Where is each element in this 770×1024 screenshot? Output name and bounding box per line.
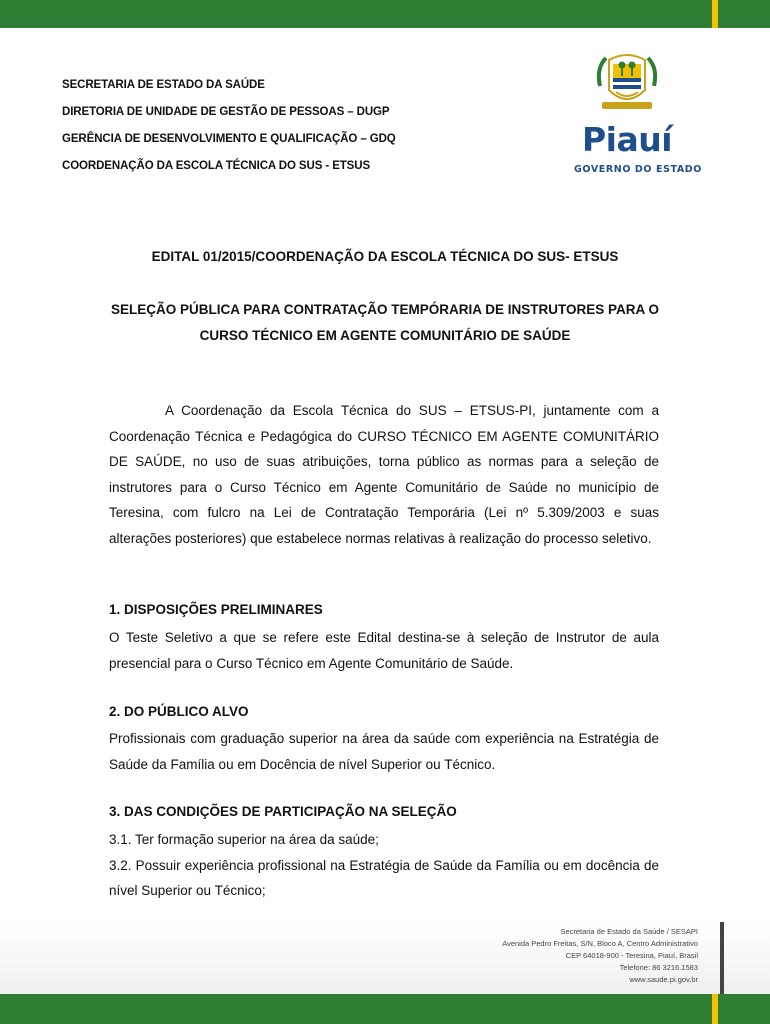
top-green-bar (0, 0, 770, 28)
header-line: DIRETORIA DE UNIDADE DE GESTÃO DE PESSOAS – DUGP (62, 106, 390, 118)
section-body: O Teste Seletivo a que se refere este Edital destina-se à seleção de Instrutor de aula presencial para o Curso Técnico em Agente Comunitário de Saúde. (109, 630, 659, 671)
edital-title: EDITAL 01/2015/COORDENAÇÃO DA ESCOLA TÉCNICA DO SUS- ETSUS (151, 249, 619, 264)
intro-paragraph: A Coordenação da Escola Técnica do SUS – ETSUS-PI, juntamente com a Coordenação Técnica e Pedagógica do CURSO TÉCNICO EM AGENTE COMUNITÁRIO DE SAÚDE, no uso de suas atribuições, torna público as normas para a seleção de instrutores para o Curso Técnico em Agente Comunitário de Saúde no município de Teresina, com fulcro na Lei de Contratação Temporária (Lei nº 5.309/2003 e suas alterações posteriores) que estabelece normas relativas à realização do processo seletivo. (109, 403, 659, 546)
footer-line: CEP 64018-900 - Teresina, Piauí, Brasil (565, 951, 698, 960)
header-line: COORDENAÇÃO DA ESCOLA TÉCNICA DO SUS - ETSUS (62, 160, 371, 172)
section-heading: 3. DAS CONDIÇÕES DE PARTICIPAÇÃO NA SELEÇÃO (109, 804, 457, 819)
footer-link[interactable]: www.saude.pi.gov.br (629, 975, 698, 984)
piaui-logo (572, 46, 702, 176)
header-line: GERÊNCIA DE DESENVOLVIMENTO E QUALIFICAÇÃO – GDQ (62, 133, 396, 145)
bottom-green-bar (0, 994, 770, 1024)
footer-address (470, 926, 698, 986)
footer-divider (720, 922, 724, 994)
section-heading: 1. DISPOSIÇÕES PRELIMINARES (109, 602, 323, 617)
bottom-yellow-stripe (712, 994, 718, 1024)
selection-title: SELEÇÃO PÚBLICA PARA CONTRATAÇÃO TEMPÓRARIA DE INSTRUTORES PARA O CURSO TÉCNICO EM AGENTE COMUNITÁRIO DE SAÚDE (110, 302, 659, 343)
footer-line: Secretaria de Estado da Saúde / SESAPI (560, 927, 698, 936)
logo-subtitle: GOVERNO DO ESTADO (574, 164, 702, 175)
section-body: Profissionais com graduação superior na área da saúde com experiência na Estratégia de Saúde da Família ou em Docência de nível Superior ou Técnico. (109, 731, 659, 772)
header-line: SECRETARIA DE ESTADO DA SAÚDE (62, 79, 265, 91)
footer-line: Telefone: 86 3216.1583 (619, 963, 698, 972)
list-item: 3.2. Possuir experiência profissional na Estratégia de Saúde da Família ou em docência de nível Superior ou Técnico; (109, 857, 659, 898)
institution-header (62, 72, 482, 180)
logo-wordmark: Piauí (581, 120, 673, 159)
footer-line: Avenida Pedro Freitas, S/N, Bloco A, Centro Administrativo (502, 939, 698, 948)
top-yellow-stripe (712, 0, 718, 28)
section-heading: 2. DO PÚBLICO ALVO (109, 704, 249, 719)
section-list (109, 827, 659, 904)
coat-of-arms-icon (592, 46, 662, 118)
list-item: 3.1. Ter formação superior na área da saúde; (109, 832, 379, 847)
